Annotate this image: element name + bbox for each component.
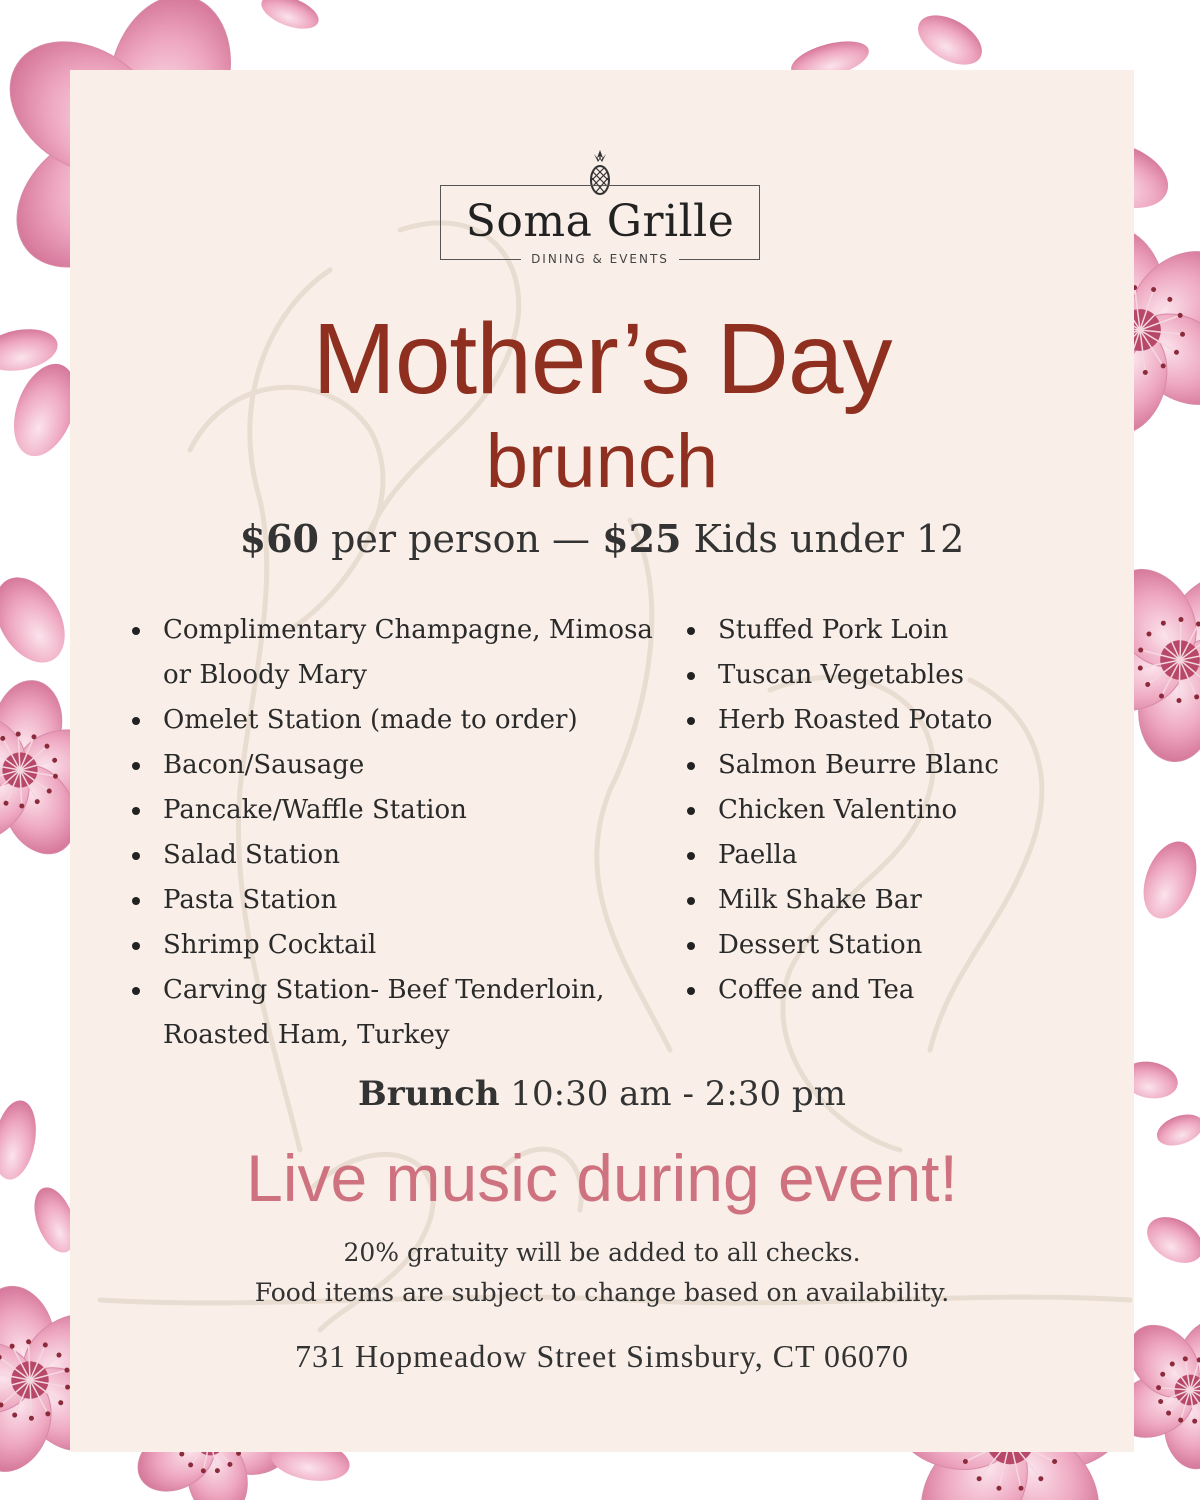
menu-item: Salmon Beurre Blanc	[685, 743, 1085, 788]
hours-time: 10:30 am - 2:30 pm	[499, 1074, 846, 1114]
flyer-card	[70, 70, 1134, 1452]
menu-item: Paella	[685, 833, 1085, 878]
menu-item: Chicken Valentino	[685, 788, 1085, 833]
menu-item: Coffee and Tea	[685, 968, 1085, 1013]
menu-item: Tuscan Vegetables	[685, 653, 1085, 698]
availability-note: Food items are subject to change based on availability.	[254, 1278, 950, 1307]
menu-item: Complimentary Champagne, Mimosa or Bloody Mary	[130, 608, 670, 698]
gratuity-note: 20% gratuity will be added to all checks.	[343, 1238, 861, 1267]
live-music-banner: Live music during event!	[246, 1141, 958, 1215]
adult-price: $60	[239, 516, 319, 561]
brunch-hours	[70, 1074, 1134, 1114]
blossom-petal	[257, 0, 323, 35]
restaurant-logo-name: Soma Grille	[465, 196, 735, 247]
menu-list-left	[130, 608, 670, 1058]
blossom-petal	[1139, 1208, 1200, 1273]
blossom-petal	[0, 1097, 42, 1183]
menu-item: Omelet Station (made to order)	[130, 698, 670, 743]
menu-item: Pancake/Waffle Station	[130, 788, 670, 833]
adult-price-label: per person —	[318, 517, 603, 561]
menu-item: Herb Roasted Potato	[685, 698, 1085, 743]
menu-item: Pasta Station	[130, 878, 670, 923]
address: 731 Hopmeadow Street Simsbury, CT 06070	[294, 1338, 910, 1374]
menu-item: Bacon/Sausage	[130, 743, 670, 788]
hours-label: Brunch	[358, 1074, 500, 1114]
kids-price: $25	[602, 516, 682, 561]
menu-item: Stuffed Pork Loin	[685, 608, 1085, 653]
menu-item: Milk Shake Bar	[685, 878, 1085, 923]
restaurant-logo-tagline: DINING & EVENTS	[440, 252, 760, 266]
blossom-petal	[910, 5, 991, 75]
blossom-petal	[0, 565, 79, 675]
menu-item: Dessert Station	[685, 923, 1085, 968]
blossom-petal	[1153, 1109, 1200, 1152]
pricing-line	[70, 516, 1134, 561]
event-title: Mother’s Day	[312, 303, 892, 415]
menu-item: Shrimp Cocktail	[130, 923, 670, 968]
menu-item: Salad Station	[130, 833, 670, 878]
event-subtitle: brunch	[485, 419, 719, 504]
kids-price-label: Kids under 12	[681, 517, 965, 561]
menu-list-right	[685, 608, 1085, 1013]
blossom-petal	[1134, 834, 1200, 926]
menu-item: Carving Station- Beef Tenderloin, Roasted Ham, Turkey	[130, 968, 670, 1058]
